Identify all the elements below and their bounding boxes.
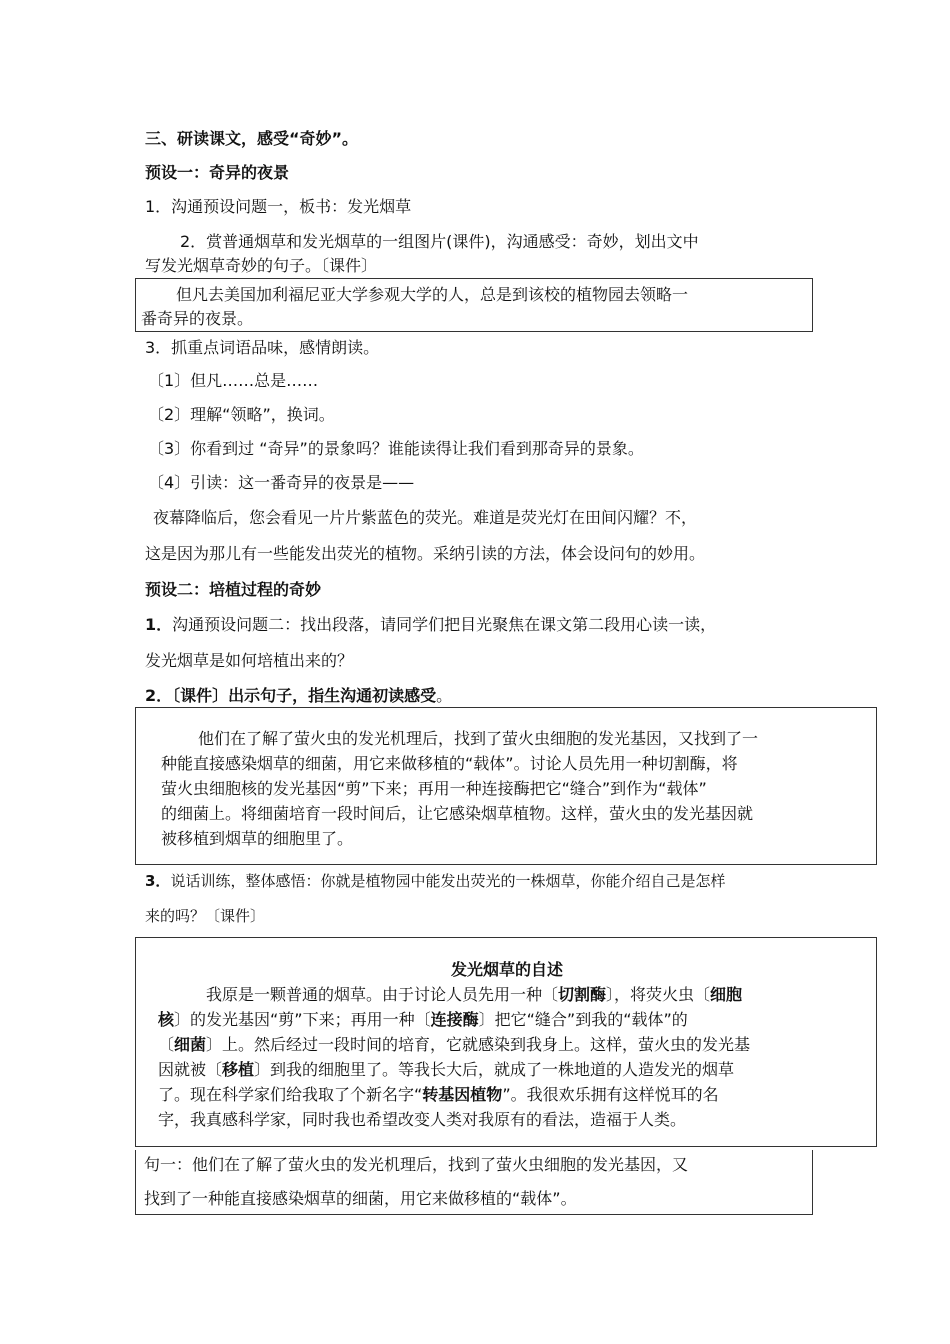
- l1b-bold: 切割酶: [558, 985, 607, 1004]
- preset2-item1-num: 1．: [145, 615, 173, 634]
- l2c-bold: 连接酶: [430, 1010, 479, 1029]
- preset1-item2-line2: 写发光烟草奇妙的句子。〔课件〕: [145, 256, 378, 275]
- quote-box-1: [135, 278, 813, 332]
- l5c: ”。我很欢乐拥有这样悦耳的名: [502, 1085, 719, 1104]
- l3b-bold: 细菌: [174, 1035, 207, 1054]
- preset2-item2-end: 。: [436, 686, 453, 705]
- preset2-item3-line2: 来的吗？〔课件〕: [145, 907, 266, 925]
- preset1-item2-line1: 2．赏普通烟草和发光烟草的一组图片(课件)，沟通感受：奇妙，划出文中: [180, 232, 699, 251]
- l3c: 〕上。然后经过一段时间的培育，它就感染到我身上。这样，萤火虫的发光基: [206, 1035, 751, 1054]
- preset1-sub1: 〔1〕但凡……总是……: [148, 371, 319, 390]
- l2b: 〕的发光基因“剪”下来；再用一种〔: [174, 1010, 431, 1029]
- preset1-heading: 预设一：奇异的夜景: [145, 163, 290, 182]
- quote2-line5: 被移植到烟草的细胞里了。: [161, 829, 354, 848]
- self-intro-line2: [158, 1009, 688, 1031]
- sentence1-line2: 找到了一种能直接感染烟草的细菌，用它来做移植的“载体”。: [144, 1189, 577, 1208]
- quote2-line3: 萤火虫细胞核的发光基因“剪”下来；再用一种连接酶把它“缝合”到作为“载体”: [161, 779, 707, 798]
- night-line1: 夜幕降临后，您会看见一片片紫蓝色的荧光。难道是荧光灯在田间闪耀？不，: [153, 508, 698, 527]
- self-intro-line3: [158, 1034, 750, 1056]
- quote-box-2: [135, 707, 877, 865]
- l2d: 〕把它“缝合”到我的“载体”的: [478, 1010, 688, 1029]
- preset2-item2-bold: 〔课件〕出示句子，指生沟通初读感受: [172, 686, 437, 705]
- l1a: 我原是一颗普通的烟草。由于讨论人员先用一种〔: [206, 985, 559, 1004]
- preset1-item3: 3．抓重点词语品味，感情朗读。: [145, 338, 380, 357]
- l4c: 〕到我的细胞里了。等我长大后，就成了一株地道的人造发光的烟草: [254, 1060, 735, 1079]
- night-line2: 这是因为那儿有一些能发出荧光的植物。采纳引读的方法，体会设问句的妙用。: [145, 544, 706, 563]
- quote2-line1: 他们在了解了萤火虫的发光机理后，找到了萤火虫细胞的发光基因，又找到了一: [198, 729, 759, 748]
- quote1-line2: 番奇异的夜景。: [141, 309, 254, 328]
- preset2-item1-text: 沟通预设问题二：找出段落，请同学们把目光聚焦在课文第二段用心读一读，: [172, 615, 717, 634]
- self-intro-line1: [206, 984, 742, 1006]
- self-intro-line5: [158, 1084, 719, 1106]
- preset2-item3-text: 说话训练，整体感悟：你就是植物园中能发出荧光的一株烟草，你能介绍自己是怎样: [170, 872, 726, 890]
- l5a: 了。现在科学家们给我取了个新名字“: [158, 1085, 423, 1104]
- preset2-item3-num: 3．: [145, 872, 171, 890]
- l2a-bold: 核: [158, 1010, 175, 1029]
- l4b-bold: 移植: [222, 1060, 255, 1079]
- l4a: 因就被〔: [158, 1060, 223, 1079]
- quote2-line2: 种能直接感染烟草的细菌，用它来做移植的“载体”。讨论人员先用一种切割酶，将: [161, 754, 738, 773]
- l5b-bold: 转基因植物: [422, 1085, 503, 1104]
- preset2-item2: [145, 685, 452, 707]
- preset2-item2-num: 2．: [145, 686, 173, 705]
- preset2-item1-line1: [145, 614, 716, 636]
- self-intro-title: 发光烟草的自述: [450, 960, 563, 979]
- sentence1-line1: 句一：他们在了解了萤火虫的发光机理后，找到了萤火虫细胞的发光基因，又: [144, 1155, 689, 1174]
- preset1-sub4: 〔4〕引读：这一番奇异的夜景是——: [148, 473, 415, 492]
- l3a: 〔: [158, 1035, 175, 1054]
- preset2-heading: 预设二：培植过程的奇妙: [145, 580, 322, 599]
- preset1-item1: 1．沟通预设问题一，板书：发光烟草: [145, 197, 412, 216]
- preset2-item1-line2: 发光烟草是如何培植出来的？: [145, 651, 354, 670]
- self-intro-line6: 字，我真感科学家，同时我也希望改变人类对我原有的看法，造福于人类。: [158, 1110, 687, 1129]
- quote1-line1: 但凡去美国加利福尼亚大学参观大学的人，总是到该校的植物园去领略一: [176, 285, 689, 304]
- l1c: 〕，将荧火虫〔: [606, 985, 711, 1004]
- self-intro-line4: [158, 1059, 734, 1081]
- sentence1-box: [135, 1150, 813, 1215]
- self-intro-box: [135, 937, 877, 1147]
- quote2-line4: 的细菌上。将细菌培育一段时间后，让它感染烟草植物。这样，萤火虫的发光基因就: [161, 804, 754, 823]
- preset1-sub2: 〔2〕理解“领略”，换词。: [148, 405, 335, 424]
- preset2-item3-line1: [145, 870, 725, 892]
- l1d-bold: 细胞: [710, 985, 743, 1004]
- preset1-sub3: 〔3〕你看到过 “奇异”的景象吗？谁能读得让我们看到那奇异的景象。: [148, 439, 644, 458]
- section-title: 三、研读课文，感受“奇妙”。: [145, 129, 359, 148]
